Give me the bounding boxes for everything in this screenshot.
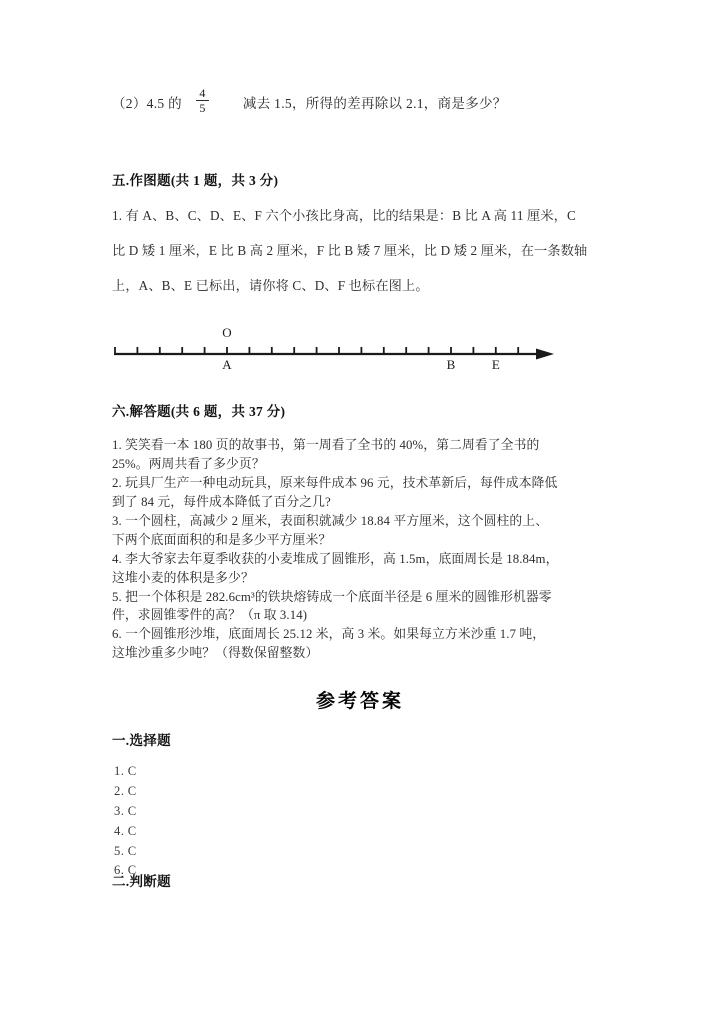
answers-section-one-list: [114, 762, 137, 881]
fraction-four-fifths: [196, 87, 209, 114]
section-five-question-line-1: 1. 有 A、B、C、D、E、F 六个小孩比身高，比的结果是：B 比 A 高 11 厘米，C: [112, 208, 576, 223]
answer-item: 3. C: [114, 803, 137, 818]
fraction-numerator: 4: [199, 86, 206, 100]
number-line-arrow-icon: [536, 349, 554, 360]
question-5-line-2: 件，求圆锥零件的高？（π 取 3.14): [112, 608, 308, 623]
answer-item: 1. C: [114, 764, 137, 778]
section-five-heading: 五.作图题(共 1 题，共 3 分): [112, 173, 279, 188]
answers-section-one-heading: 一.选择题: [112, 733, 171, 748]
fraction-denominator: 5: [199, 101, 206, 115]
answer-item: 5. C: [114, 843, 137, 858]
number-line-figure: [112, 322, 612, 374]
answer-item: 2. C: [114, 783, 137, 798]
number-line-label-E: E: [491, 357, 500, 372]
question-item: [112, 625, 617, 663]
question-item: [112, 550, 617, 588]
question-2-prefix: （2）4.5 的: [112, 95, 182, 111]
question-3-line-1: 3. 一个圆柱，高减少 2 厘米，表面积就减少 18.84 平方厘米，这个圆柱的上、: [112, 513, 549, 528]
number-line-label-O: O: [222, 325, 232, 340]
question-item: [112, 474, 617, 512]
question-2-line: [112, 88, 507, 115]
section-five-question-line-2: 比 D 矮 1 厘米，E 比 B 高 2 厘米，F 比 B 矮 7 厘米，比 D 矮 2 厘米，在一条数轴: [112, 243, 588, 258]
question-item: [112, 436, 617, 474]
question-item: [112, 588, 617, 626]
question-4-line-2: 这堆小麦的体积是多少？: [112, 570, 254, 585]
question-5-line-1: 5. 把一个体积是 282.6cm³的铁块熔铸成一个底面半径是 6 厘米的圆锥形机器零: [112, 589, 552, 604]
question-2-line-2: 到了 84 元，每件成本降低了百分之几?: [112, 494, 331, 509]
question-1-line-1: 1. 笑笑看一本 180 页的故事书，第一周看了全书的 40%，第二周看了全书的: [112, 438, 540, 452]
question-item: [112, 512, 617, 550]
question-1-line-2: 25%。两周共看了多少页？: [112, 456, 265, 471]
question-6-line-2: 这堆沙重多少吨？（得数保留整数）: [112, 646, 319, 661]
question-3-line-2: 下两个底面面积的和是多少平方厘米？: [112, 532, 332, 547]
question-4-line-1: 4. 李大爷家去年夏季收获的小麦堆成了圆锥形，高 1.5m，底面周长是 18.84m，: [112, 551, 559, 566]
question-2-line-1: 2. 玩具厂生产一种电动玩具，原来每件成本 96 元，技术革新后，每件成本降低: [112, 475, 558, 490]
question-6-line-1: 6. 一个圆锥形沙堆，底面周长 25.12 米，高 3 米。如果每立方米沙重 1.7 吨，: [112, 627, 546, 642]
number-line-label-B: B: [446, 357, 456, 372]
section-five-question-line-3: 上，A、B、E 已标出，请你将 C、D、F 也标在图上。: [112, 278, 429, 293]
answers-title: 参考答案: [315, 691, 404, 712]
answers-section-two-heading: 二.判断题: [112, 874, 171, 889]
answer-item: 4. C: [114, 823, 137, 838]
answer-item: 6. C: [114, 863, 137, 878]
section-six-heading: 六.解答题(共 6 题，共 37 分): [112, 404, 286, 419]
question-2-suffix: 减去 1.5，所得的差再除以 2.1，商是多少？: [242, 95, 507, 111]
number-line-label-A: A: [222, 357, 232, 372]
section-six-question-list: [112, 436, 617, 663]
